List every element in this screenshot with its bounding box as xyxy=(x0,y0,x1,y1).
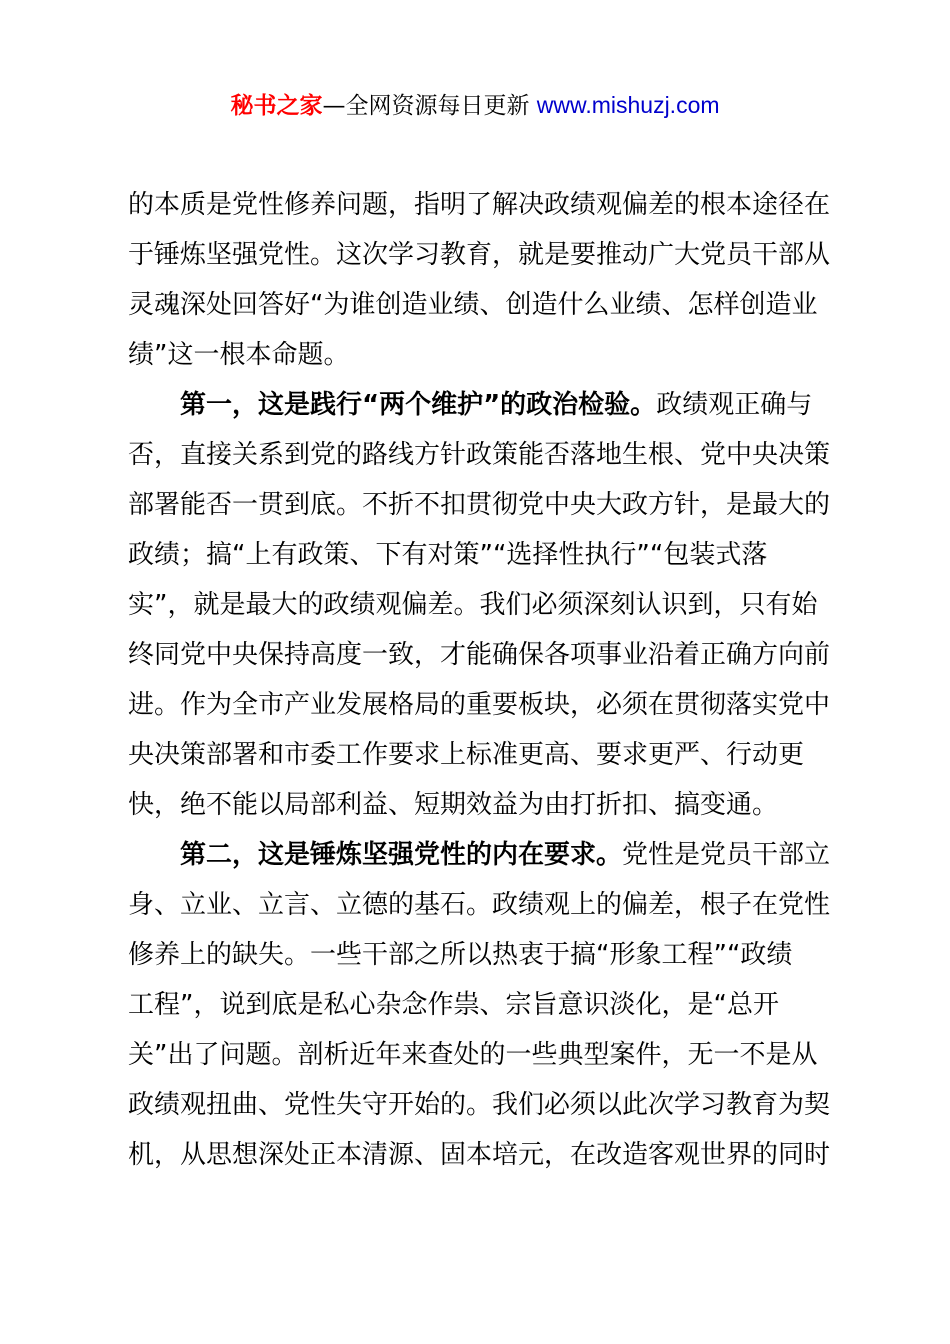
line-text: 的本质是党性修养问题，指明了解决政绩观偏差的根本途径在 xyxy=(128,190,831,220)
text-line xyxy=(128,430,834,480)
site-header xyxy=(0,88,950,123)
text-line xyxy=(128,280,834,330)
header-tagline: —全网资源每日更新 xyxy=(322,93,537,119)
brand-name: 秘书之家 xyxy=(230,93,323,119)
text-line xyxy=(128,330,834,380)
line-text: 实”，就是最大的政绩观偏差。我们必须深刻认识到，只有始 xyxy=(128,590,818,620)
line-text: 政绩观正确与 xyxy=(656,390,813,420)
text-line xyxy=(128,530,834,580)
line-text: 快，绝不能以局部利益、短期效益为由打折扣、搞变通。 xyxy=(128,790,779,820)
line-text: 终同党中央保持高度一致，才能确保各项事业沿着正确方向前 xyxy=(128,640,831,670)
text-line xyxy=(128,230,834,280)
line-text: 部署能否一贯到底。不折不扣贯彻党中央大政方针，是最大的 xyxy=(128,490,831,520)
line-text: 政绩；搞“上有政策、下有对策”“选择性执行”“包装式落 xyxy=(128,540,768,570)
line-text: 否，直接关系到党的路线方针政策能否落地生根、党中央决策 xyxy=(128,440,831,470)
line-text: 党性是党员干部立 xyxy=(622,840,831,870)
line-text: 绩”这一根本命题。 xyxy=(128,340,350,370)
line-text: 工程”，说到底是私心杂念作祟、宗旨意识淡化，是“总开 xyxy=(128,990,779,1020)
text-line xyxy=(128,1080,834,1130)
line-text: 身、立业、立言、立德的基石。政绩观上的偏差，根子在党性 xyxy=(128,890,831,920)
paragraph-heading: 第一，这是践行“两个维护”的政治检验。 xyxy=(180,390,657,420)
line-text: 央决策部署和市委工作要求上标准更高、要求更严、行动更 xyxy=(128,740,805,770)
line-text: 进。作为全市产业发展格局的重要板块，必须在贯彻落实党中 xyxy=(128,690,831,720)
text-line xyxy=(128,880,834,930)
paragraph-heading: 第二，这是锤炼坚强党性的内在要求。 xyxy=(180,840,623,870)
text-line xyxy=(128,780,834,830)
site-url-link[interactable]: www.mishuzj.com xyxy=(536,92,720,118)
paragraph-first-line xyxy=(128,830,834,880)
document-body xyxy=(128,180,834,1180)
text-line xyxy=(128,930,834,980)
text-line xyxy=(128,180,834,230)
text-line xyxy=(128,630,834,680)
text-line xyxy=(128,680,834,730)
line-text: 于锤炼坚强党性。这次学习教育，就是要推动广大党员干部从 xyxy=(128,240,831,270)
text-line xyxy=(128,580,834,630)
paragraph-first-line xyxy=(128,380,834,430)
text-line xyxy=(128,1130,834,1180)
text-line xyxy=(128,730,834,780)
text-line xyxy=(128,980,834,1030)
line-text: 关”出了问题。剖析近年来查处的一些典型案件，无一不是从 xyxy=(128,1040,818,1070)
line-text: 机，从思想深处正本清源、固本培元，在改造客观世界的同时 xyxy=(128,1140,831,1170)
text-line xyxy=(128,1030,834,1080)
line-text: 政绩观扭曲、党性失守开始的。我们必须以此次学习教育为契 xyxy=(128,1090,831,1120)
line-text: 灵魂深处回答好“为谁创造业绩、创造什么业绩、怎样创造业 xyxy=(128,290,818,320)
text-line xyxy=(128,480,834,530)
line-text: 修养上的缺失。一些干部之所以热衷于搞“形象工程”“政绩 xyxy=(128,940,793,970)
